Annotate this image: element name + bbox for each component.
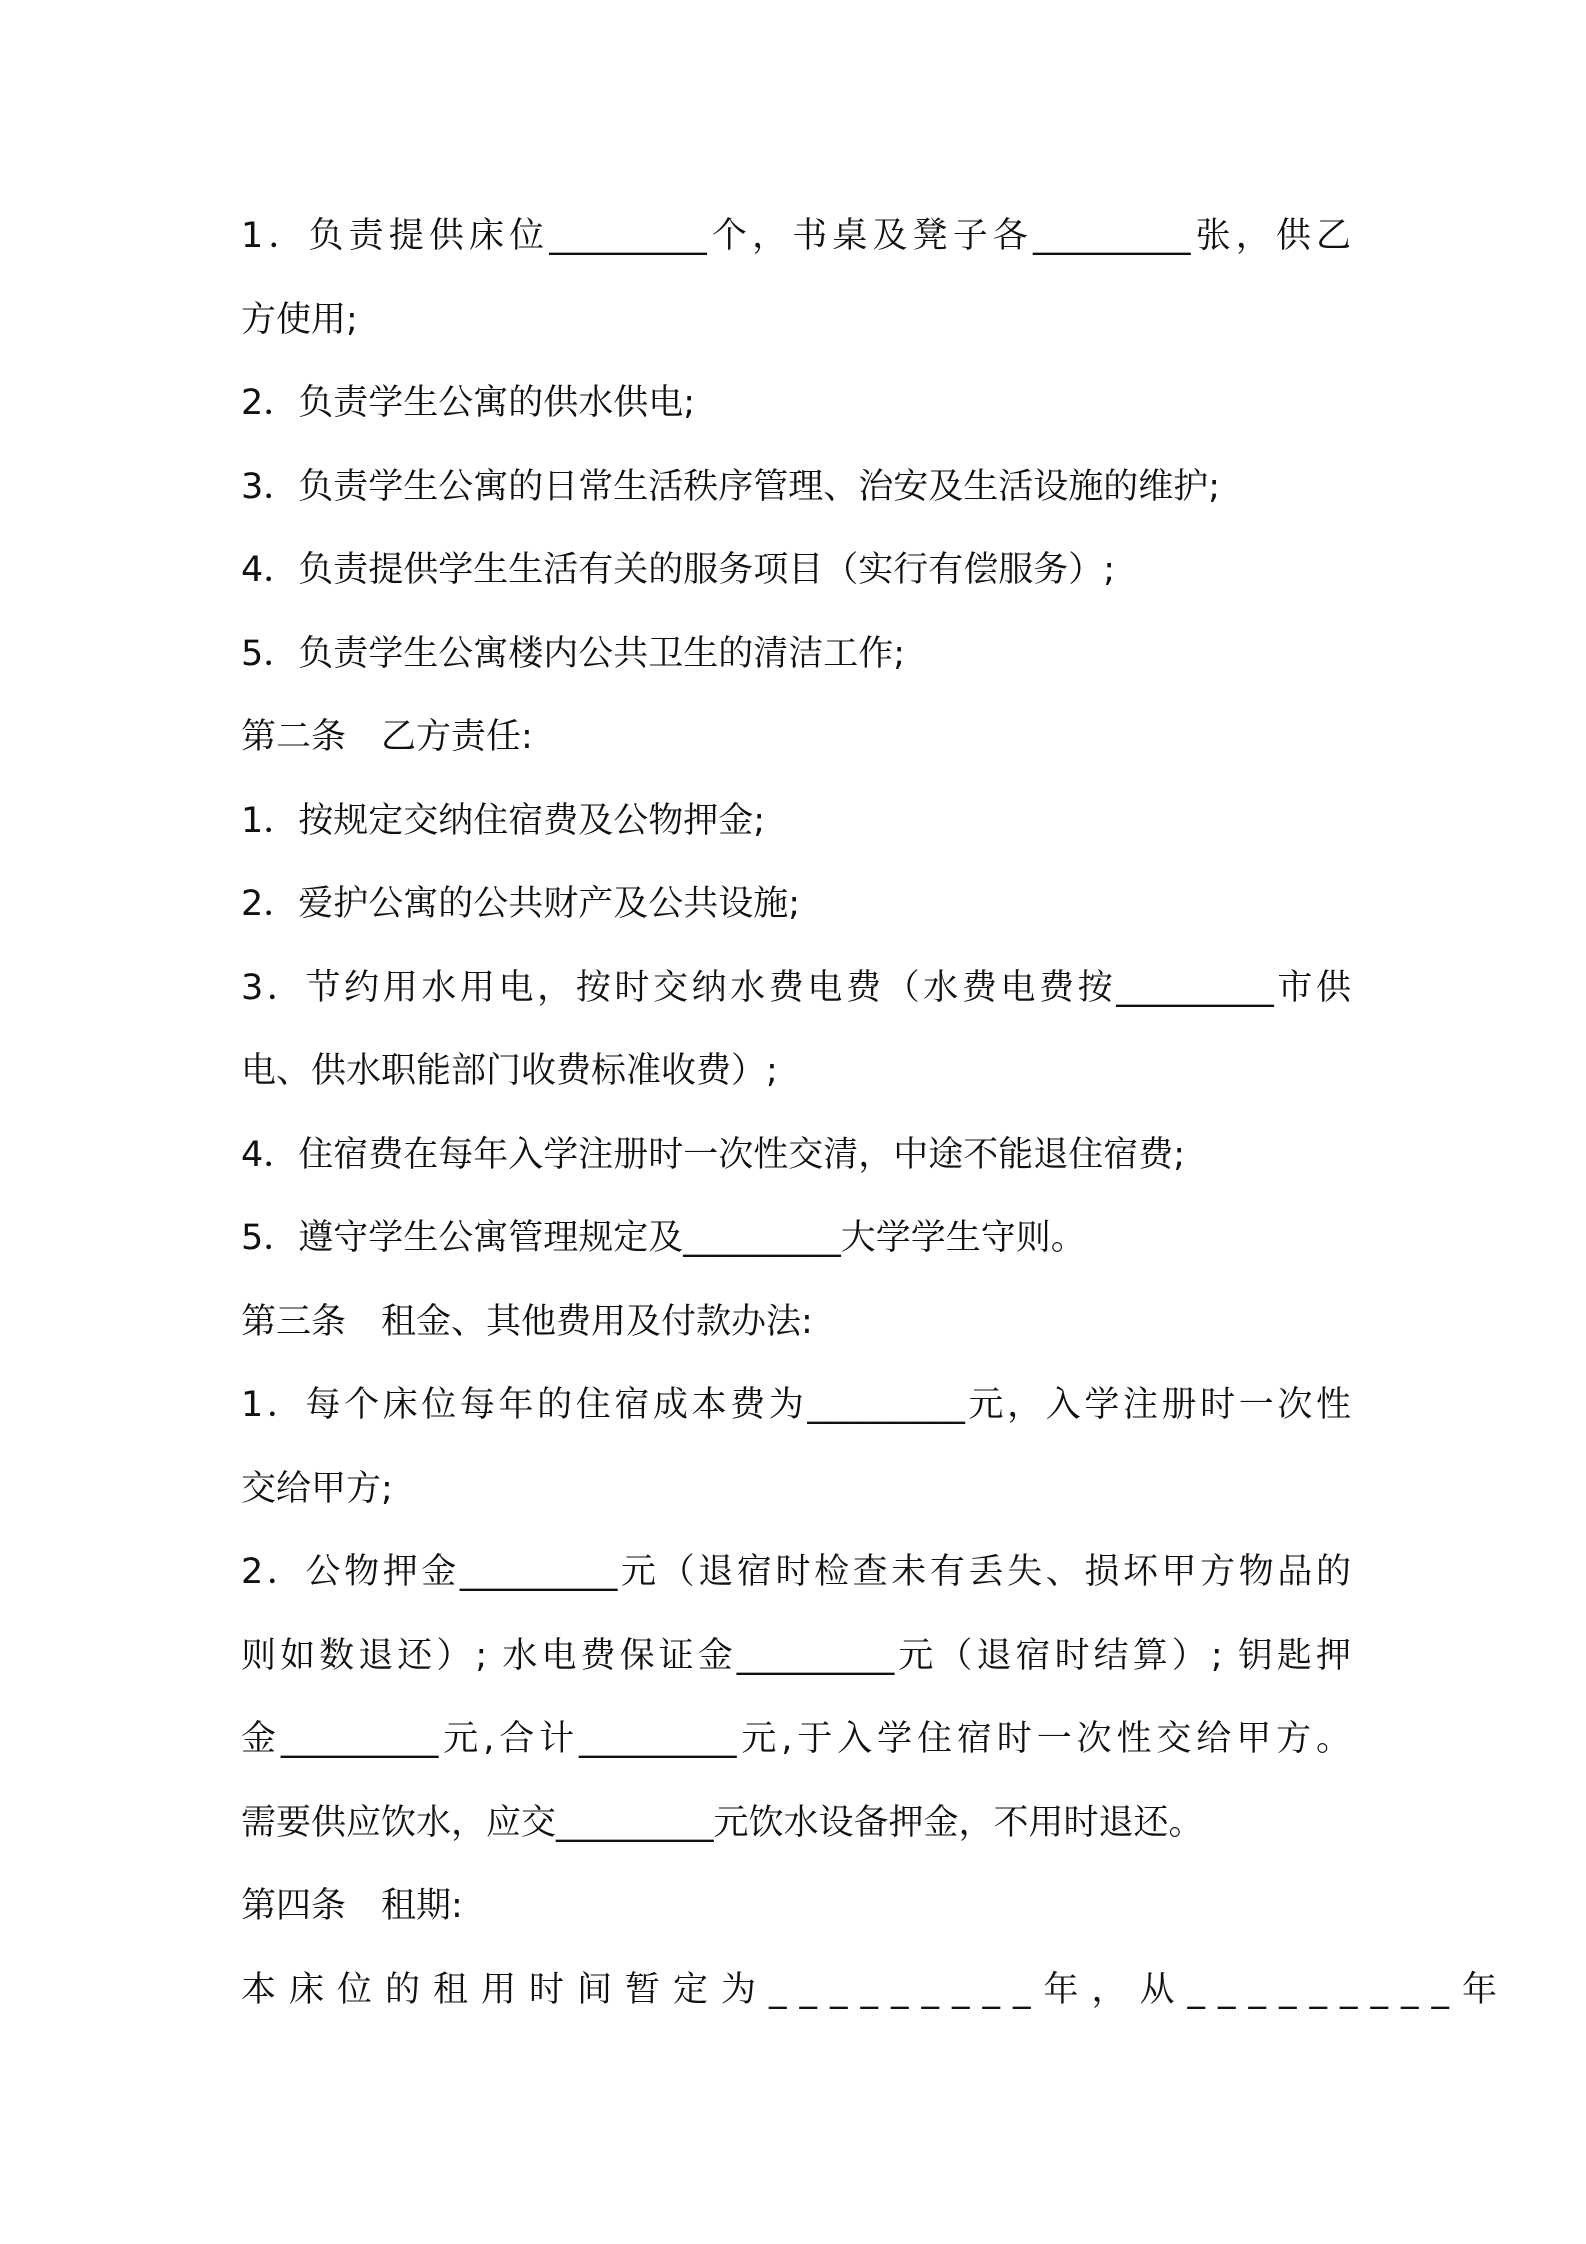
document-body	[241, 195, 1511, 2032]
text-line: 2．爱护公寓的公共财产及公共设施;	[241, 884, 801, 924]
text-line: 方使用;	[241, 299, 358, 340]
text-line: 3．节约用水用电，按时交纳水费电费（水费电费按_________市供	[241, 967, 1351, 1008]
text-line: 2．公物押金_________元（退宿时检查未有丢失、损坏甲方物品的	[241, 1552, 1351, 1592]
text-line: 则如数退还）; 水电费保证金_________元（退宿时结算）; 钥匙押	[241, 1635, 1351, 1676]
text-line: 2．负责学生公寓的供水供电;	[241, 383, 696, 423]
text-line: 1．负责提供床位_________个，书桌及凳子各_________张，供乙	[241, 216, 1351, 256]
text-line: 4．负责提供学生生活有关的服务项目（实行有偿服务）;	[241, 550, 1116, 590]
text-line: 5．遵守学生公寓管理规定及_________大学学生守则。	[241, 1218, 1086, 1258]
text-line: 4．住宿费在每年入学注册时一次性交清，中途不能退住宿费;	[241, 1134, 1186, 1175]
text-line: 需要供应饮水，应交_________元饮水设备押金，不用时退还。	[241, 1802, 1204, 1843]
text-line: 5．负责学生公寓楼内公共卫生的清洁工作;	[241, 633, 906, 674]
text-line: 电、供水职能部门收费标准收费）;	[241, 1051, 778, 1091]
text-line: 3．负责学生公寓的日常生活秩序管理、治安及生活设施的维护;	[241, 466, 1221, 507]
section-heading: 第二条 乙方责任:	[241, 717, 533, 757]
section-heading: 第三条 租金、其他费用及付款办法:	[241, 1301, 813, 1342]
text-line: 本床位的租用时间暂定为_________年，从_________年	[241, 1969, 1511, 2010]
text-line: 1．每个床位每年的住宿成本费为_________元，入学注册时一次性	[241, 1385, 1351, 1425]
text-line: 金_________元,合计_________元,于入学住宿时一次性交给甲方。	[241, 1719, 1351, 1759]
text-line: 1．按规定交纳住宿费及公物押金;	[241, 800, 766, 841]
text-line: 交给甲方;	[241, 1468, 393, 1509]
section-heading: 第四条 租期:	[241, 1886, 463, 1926]
